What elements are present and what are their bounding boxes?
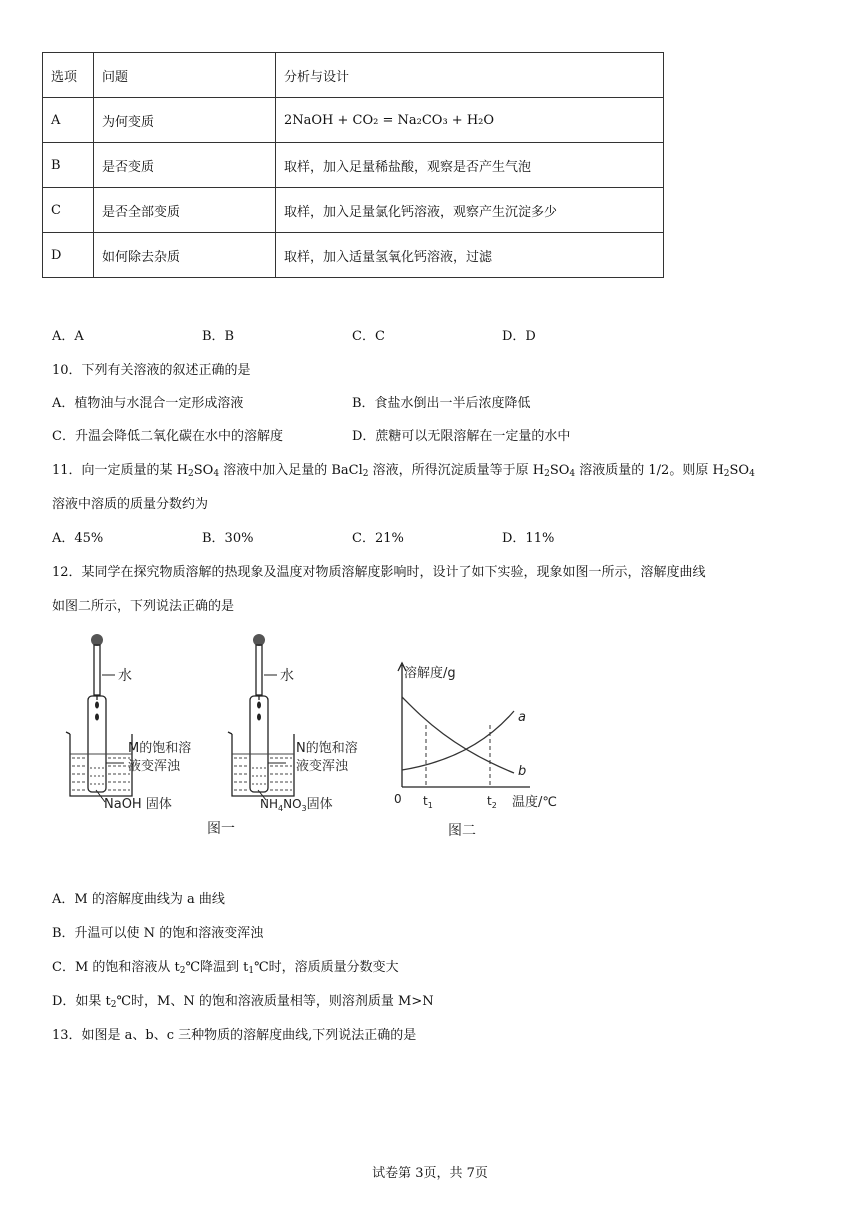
q12-option-c: C．M 的饱和溶液从 $t_2℃$降温到 $t_1℃$时，溶质质量分数变大 — [52, 960, 399, 976]
curve-b-label: b — [518, 764, 527, 779]
table-cell-analysis: 取样，加入足量氯化钙溶液，观察产生沉淀多少 — [276, 188, 664, 233]
q10-option-b: B．食盐水倒出一半后浓度降低 — [352, 396, 531, 411]
q9-option-b: B．B — [202, 329, 235, 344]
table-cell-question: 是否变质 — [94, 143, 276, 188]
left-note-line1: M的饱和溶 — [128, 741, 192, 756]
water-label: 水 — [118, 668, 132, 684]
table-header-cell: 分析与设计 — [276, 53, 664, 98]
left-solid-label: NaOH 固体 — [104, 797, 172, 812]
figure-one — [60, 628, 390, 846]
q12-option-b: B．升温可以使 N 的饱和溶液变浑浊 — [52, 926, 264, 941]
table-row — [43, 98, 664, 143]
q11-stem-line2: 溶液中溶质的质量分数约为 — [52, 497, 209, 512]
page-footer: 试卷第 3页，共 7页 — [372, 1166, 488, 1181]
water-label-right: 水 — [280, 668, 294, 684]
table-cell-option: C — [43, 188, 94, 233]
q13-stem: 13．如图是 a、b、c 三种物质的溶解度曲线,下列说法正确的是 — [52, 1028, 417, 1043]
right-note-line1: N的饱和溶 — [296, 741, 358, 756]
beaker — [70, 734, 132, 796]
table-header-cell: 选项 — [43, 53, 94, 98]
right-solid-label: $NH_4NO_3$固体 — [260, 797, 333, 813]
figure-two-caption: 图二 — [448, 823, 476, 839]
table-header-cell: 问题 — [94, 53, 276, 98]
q9-option-c: C．C — [352, 329, 385, 344]
q11-option-c: C．21% — [352, 531, 404, 546]
q9-option-d: D．D — [502, 329, 536, 344]
table-cell-analysis: 取样，加入足量稀盐酸，观察是否产生气泡 — [276, 143, 664, 188]
table-cell-question: 如何除去杂质 — [94, 233, 276, 278]
q10-option-d: D．蔗糖可以无限溶解在一定量的水中 — [352, 429, 571, 444]
curve-a-label: a — [518, 710, 526, 725]
right-apparatus — [228, 634, 358, 813]
q9-option-a: A．A — [52, 329, 84, 344]
table-cell-analysis: 2NaOH + CO₂ = Na₂CO₃ + H₂O — [276, 98, 664, 143]
q9-table — [42, 52, 664, 278]
q12-stem: 12．某同学在探究物质溶解的热现象及温度对物质溶解度影响时，设计了如下实验，现象如图一所示，溶解度曲线 — [52, 565, 706, 580]
table-row — [43, 188, 664, 233]
q11-option-b: B．30% — [202, 531, 254, 546]
curve-b — [402, 697, 514, 773]
test-tube — [250, 696, 268, 792]
table-cell-option: D — [43, 233, 94, 278]
origin-label: 0 — [394, 792, 402, 806]
q12-stem-line2: 如图二所示，下列说法正确的是 — [52, 599, 235, 614]
q11-option-d: D．11% — [502, 531, 555, 546]
table-cell-analysis: 取样，加入适量氢氧化钙溶液，过滤 — [276, 233, 664, 278]
curve-a — [402, 711, 514, 770]
beaker — [232, 734, 294, 796]
table-cell-option: B — [43, 143, 94, 188]
q10-option-c: C．升温会降低二氧化碳在水中的溶解度 — [52, 429, 283, 444]
test-tube — [88, 696, 106, 792]
left-note-line2: 液变浑浊 — [128, 759, 181, 774]
figure-one-caption: 图一 — [207, 821, 235, 837]
table-row — [43, 143, 664, 188]
table-cell-question: 为何变质 — [94, 98, 276, 143]
y-axis-label: 溶解度/g — [404, 666, 456, 681]
t2-label: $t_2$ — [487, 794, 497, 810]
q10-option-a: A．植物油与水混合一定形成溶液 — [52, 396, 244, 411]
q11-stem: 11．向一定质量的某 $H_2SO_4$ 溶液中加入足量的 BaCl$_2$ 溶液，所得沉淀质量等于原 $H_2SO_4$ 溶液质量的 1/2。则原 $H_2SO_4$ — [52, 463, 755, 479]
t1-label: $t_1$ — [423, 794, 433, 810]
q12-option-d: D．如果 $t_2℃$时，M、N 的饱和溶液质量相等，则溶剂质量 M>N — [52, 994, 434, 1010]
table-cell-question: 是否全部变质 — [94, 188, 276, 233]
q11-option-a: A．45% — [52, 531, 104, 546]
q10-stem: 10．下列有关溶液的叙述正确的是 — [52, 363, 251, 378]
table-cell-option: A — [43, 98, 94, 143]
x-axis-label: 温度/℃ — [512, 795, 557, 810]
right-note-line2: 液变浑浊 — [296, 759, 349, 774]
dropper-bulb-icon — [91, 634, 103, 646]
table-header-row — [43, 53, 664, 98]
table-row — [43, 233, 664, 278]
q12-option-a: A．M 的溶解度曲线为 a 曲线 — [52, 892, 225, 907]
left-apparatus — [66, 634, 191, 812]
figure-two — [390, 655, 580, 845]
dropper-bulb-icon — [253, 634, 265, 646]
